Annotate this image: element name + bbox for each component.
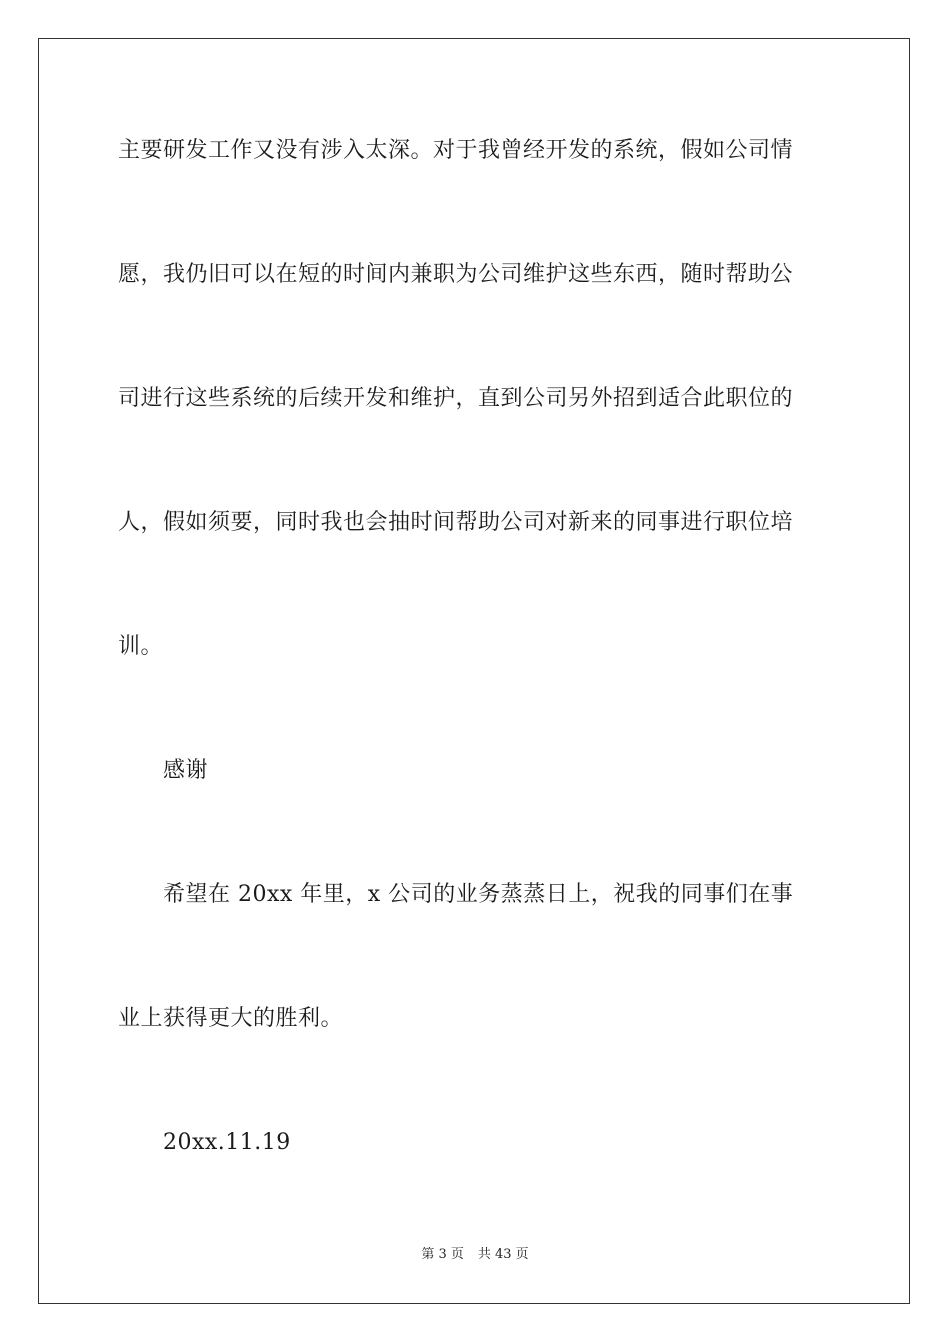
closing-thanks: 感谢	[163, 758, 209, 783]
page-border	[38, 38, 910, 1304]
body-text-line: 司进行这些系统的后续开发和维护，直到公司另外招到适合此职位的	[118, 386, 794, 411]
page-total: 共 43 页	[477, 1247, 529, 1262]
letter-date: 20xx.11.19	[163, 1130, 291, 1155]
body-text-line: 主要研发工作又没有涉入太深。对于我曾经开发的系统，假如公司情	[118, 138, 794, 163]
page-number: 第 3 页	[421, 1247, 464, 1262]
body-text-line: 训。	[118, 634, 164, 659]
body-text-line: 业上获得更大的胜利。	[118, 1006, 344, 1031]
body-text-line: 愿，我仍旧可以在短的时间内兼职为公司维护这些东西，随时帮助公	[118, 262, 794, 287]
body-text-line: 人，假如须要，同时我也会抽时间帮助公司对新来的同事进行职位培	[118, 510, 794, 535]
body-text-line: 希望在 20xx 年里，x 公司的业务蒸蒸日上，祝我的同事们在事	[163, 882, 794, 907]
page-footer	[0, 1246, 950, 1264]
